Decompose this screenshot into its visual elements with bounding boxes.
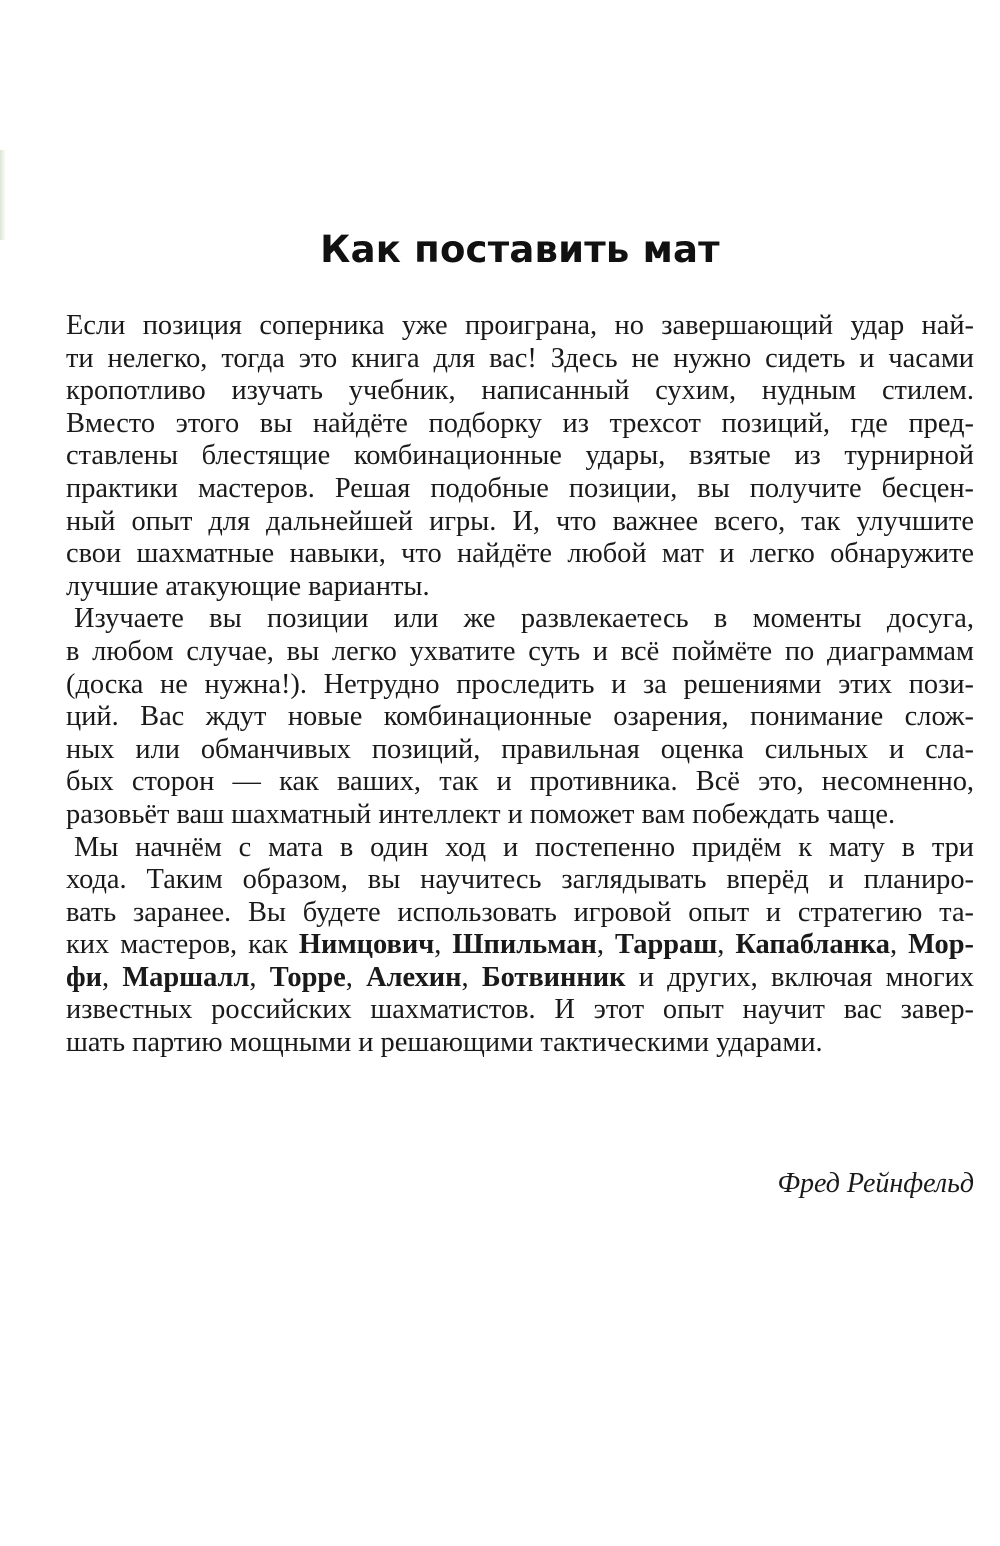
text-run: ,: [890, 929, 909, 961]
text-line: известных российских шахматистов. И этот опыт научит вас завер-: [66, 994, 974, 1026]
author-signature: Фред Рейнфельд: [777, 1168, 974, 1199]
text-line: разовьёт ваш шахматный интеллект и поможет вам побеждать чаще.: [66, 798, 896, 830]
body-text: [66, 310, 974, 1060]
text-line: Мы начнём с мата в один ход и постепенно придём к мату в три: [74, 831, 974, 863]
text-line: вать заранее. Вы будете использовать игровой опыт и стратегию та-: [66, 896, 974, 928]
text-line: бых сторон — как ваших, так и противника. Всё это, несомненно,: [66, 766, 974, 798]
text-run: ,: [249, 961, 270, 993]
master-name: Тарраш: [615, 929, 718, 961]
text-line: хода. Таким образом, вы научитесь заглядывать вперёд и планиро-: [66, 864, 974, 896]
paragraph-1: [66, 310, 974, 603]
master-name: Нимцович: [298, 929, 435, 961]
master-name: Торре: [269, 961, 346, 993]
text-line: Если позиция соперника уже проиграна, но завершающий удар най-: [66, 310, 974, 341]
text-run: ,: [434, 929, 453, 961]
text-line-with-names: [66, 962, 974, 995]
text-line: практики мастеров. Решая подобные позиции, вы получите бесцен-: [66, 472, 974, 504]
page-title: Как поставить мат: [320, 228, 720, 271]
master-name: Алехин: [366, 961, 462, 993]
text-line: свои шахматные навыки, что найдёте любой мат и легко обнаружите: [66, 538, 974, 570]
master-name: фи: [66, 961, 103, 993]
master-name: Ботвинник: [481, 961, 626, 993]
text-line: лучшие атакующие варианты.: [66, 570, 430, 602]
text-line: (доска не нужна!). Нетрудно проследить и за решениями этих пози-: [66, 668, 974, 700]
master-name: Капабланка: [735, 929, 890, 961]
text-line: ный опыт для дальнейшей игры. И, что важнее всего, так улучшите: [66, 505, 974, 537]
text-line: Вместо этого вы найдёте подборку из трехсот позиций, где пред-: [66, 407, 974, 439]
text-run: ,: [596, 929, 616, 961]
text-run: ,: [461, 961, 482, 993]
text-run: ,: [345, 961, 367, 993]
text-run: ких мастеров, как: [66, 929, 299, 961]
text-run: ,: [717, 929, 736, 961]
text-line: ти нелегко, тогда это книга для вас! Здесь не нужно сидеть и часами: [66, 342, 974, 374]
text-line: ций. Вас ждут новые комбинационные озарения, понимание слож-: [66, 701, 974, 733]
text-line: ных или обманчивых позиций, правильная оценка сильных и сла-: [66, 733, 974, 765]
text-line: шать партию мощными и решающими тактическими ударами.: [66, 1027, 823, 1059]
text-line: в любом случае, вы легко ухватите суть и всё поймёте по диаграммам: [66, 635, 974, 667]
text-run: и других, включая многих: [625, 961, 974, 993]
text-line: кропотливо изучать учебник, написанный сухим, нудным стилем.: [66, 375, 974, 407]
paragraph-3: [66, 832, 974, 1060]
text-line: ставлены блестящие комбинационные удары, взятые из турнирной: [66, 440, 974, 472]
text-line: Изучаете вы позиции или же развлекаетесь в моменты досуга,: [74, 603, 974, 635]
master-name: Шпильман: [452, 929, 597, 961]
text-run: ,: [102, 961, 123, 993]
text-line-with-names: [66, 929, 974, 962]
master-name: Маршалл: [122, 961, 250, 993]
master-name: Мор-: [908, 929, 974, 961]
paragraph-2: [66, 603, 974, 831]
page-edge-mark: [0, 150, 6, 240]
